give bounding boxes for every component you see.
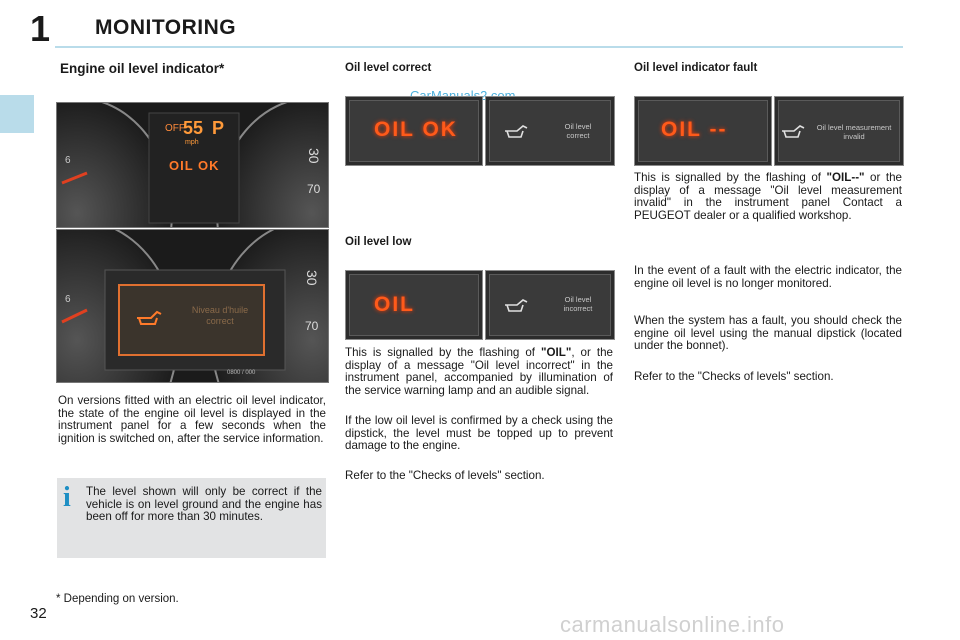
oil-low-title: Oil level low bbox=[345, 236, 412, 248]
oil-ok-display bbox=[345, 96, 483, 166]
oil-invalid-message: Oil level measurement invalid bbox=[816, 123, 892, 141]
oil-fault-display bbox=[634, 96, 772, 166]
svg-text:30: 30 bbox=[304, 270, 320, 286]
watermark-bottom: carmanualsonline.info bbox=[560, 612, 785, 637]
oil-ok-display-text: OIL OK bbox=[374, 118, 458, 141]
fault-p1-post: or the display of a message "Oil level measurement invalid" in the instrument panel Contact a PEUGEOT dealer or a qualified workshop. bbox=[634, 171, 902, 222]
fault-title: Oil level indicator fault bbox=[634, 62, 758, 74]
chapter-side-tab bbox=[0, 95, 34, 133]
footnote: * Depending on version. bbox=[56, 593, 179, 605]
svg-text:6: 6 bbox=[65, 155, 71, 166]
cluster-unit: mph bbox=[185, 139, 199, 146]
oil-low-p1-bold: "OIL" bbox=[541, 346, 572, 359]
instrument-cluster-image-bottom bbox=[56, 229, 329, 383]
cluster-odometer: 0800 / 000 bbox=[227, 370, 256, 376]
oil-incorrect-message: Oil level incorrect bbox=[563, 295, 593, 313]
oil-low-display bbox=[345, 270, 483, 340]
cluster-off-text: OFF bbox=[165, 123, 185, 134]
fault-p1-pre: This is signalled by the flashing of bbox=[634, 171, 827, 184]
svg-text:6: 6 bbox=[65, 294, 71, 305]
oil-correct-title: Oil level correct bbox=[345, 62, 432, 74]
fault-paragraph-3: When the system has a fault, you should check the engine oil level using the manual dipstick (located under the bonnet). bbox=[634, 314, 902, 353]
fault-paragraph-4: Refer to the "Checks of levels" section. bbox=[634, 370, 834, 383]
header-rule bbox=[55, 46, 903, 48]
cluster-oil-ok: OIL OK bbox=[169, 158, 220, 173]
cluster-speed: 55 bbox=[183, 118, 204, 138]
intro-paragraph: On versions fitted with an electric oil level indicator, the state of the engine oil level is displayed in the instrument panel for a few seconds when the ignition is switched on, after the service information. bbox=[58, 394, 326, 445]
chapter-number: 1 bbox=[30, 8, 51, 49]
svg-text:30: 30 bbox=[306, 148, 322, 164]
fault-p1-bold: "OIL--" bbox=[826, 171, 865, 184]
oil-correct-message-panel bbox=[485, 96, 615, 166]
cluster-message: Niveau d'huile correct bbox=[191, 305, 249, 326]
fault-paragraph-2: In the event of a fault with the electric indicator, the engine oil level is no longer monitored. bbox=[634, 264, 902, 290]
page-number: 32 bbox=[30, 605, 47, 622]
oil-low-paragraph-2: If the low oil level is confirmed by a check using the dipstick, the level must be topped up to prevent damage to the engine. bbox=[345, 414, 613, 453]
cluster-gear: P bbox=[212, 118, 225, 138]
oil-fault-display-text: OIL -- bbox=[661, 118, 728, 141]
oil-low-display-text: OIL bbox=[374, 293, 415, 316]
oil-invalid-message-panel bbox=[774, 96, 904, 166]
oil-can-icon bbox=[781, 125, 807, 139]
oil-can-icon bbox=[504, 125, 530, 139]
chapter-title: MONITORING bbox=[95, 16, 237, 39]
oil-low-paragraph-1 bbox=[345, 347, 613, 397]
oil-can-icon bbox=[504, 299, 530, 313]
fault-paragraph-1 bbox=[634, 172, 902, 222]
info-icon: i bbox=[63, 482, 71, 513]
instrument-cluster-image-top bbox=[56, 102, 329, 228]
svg-text:70: 70 bbox=[305, 319, 319, 333]
oil-correct-message: Oil level correct bbox=[564, 122, 592, 140]
oil-low-paragraph-3: Refer to the "Checks of levels" section. bbox=[345, 469, 545, 482]
info-text: The level shown will only be correct if the vehicle is on level ground and the engine has been off for more than 30 minutes. bbox=[86, 485, 322, 524]
svg-text:70: 70 bbox=[307, 182, 321, 196]
oil-incorrect-message-panel bbox=[485, 270, 615, 340]
oil-low-p1-post: , or the display of a message "Oil level incorrect" in the instrument panel, accompanied by illumination of the service warning lamp and an audible signal. bbox=[345, 346, 613, 397]
section-title: Engine oil level indicator* bbox=[60, 61, 225, 76]
oil-low-p1-pre: This is signalled by the flashing of bbox=[345, 346, 542, 359]
